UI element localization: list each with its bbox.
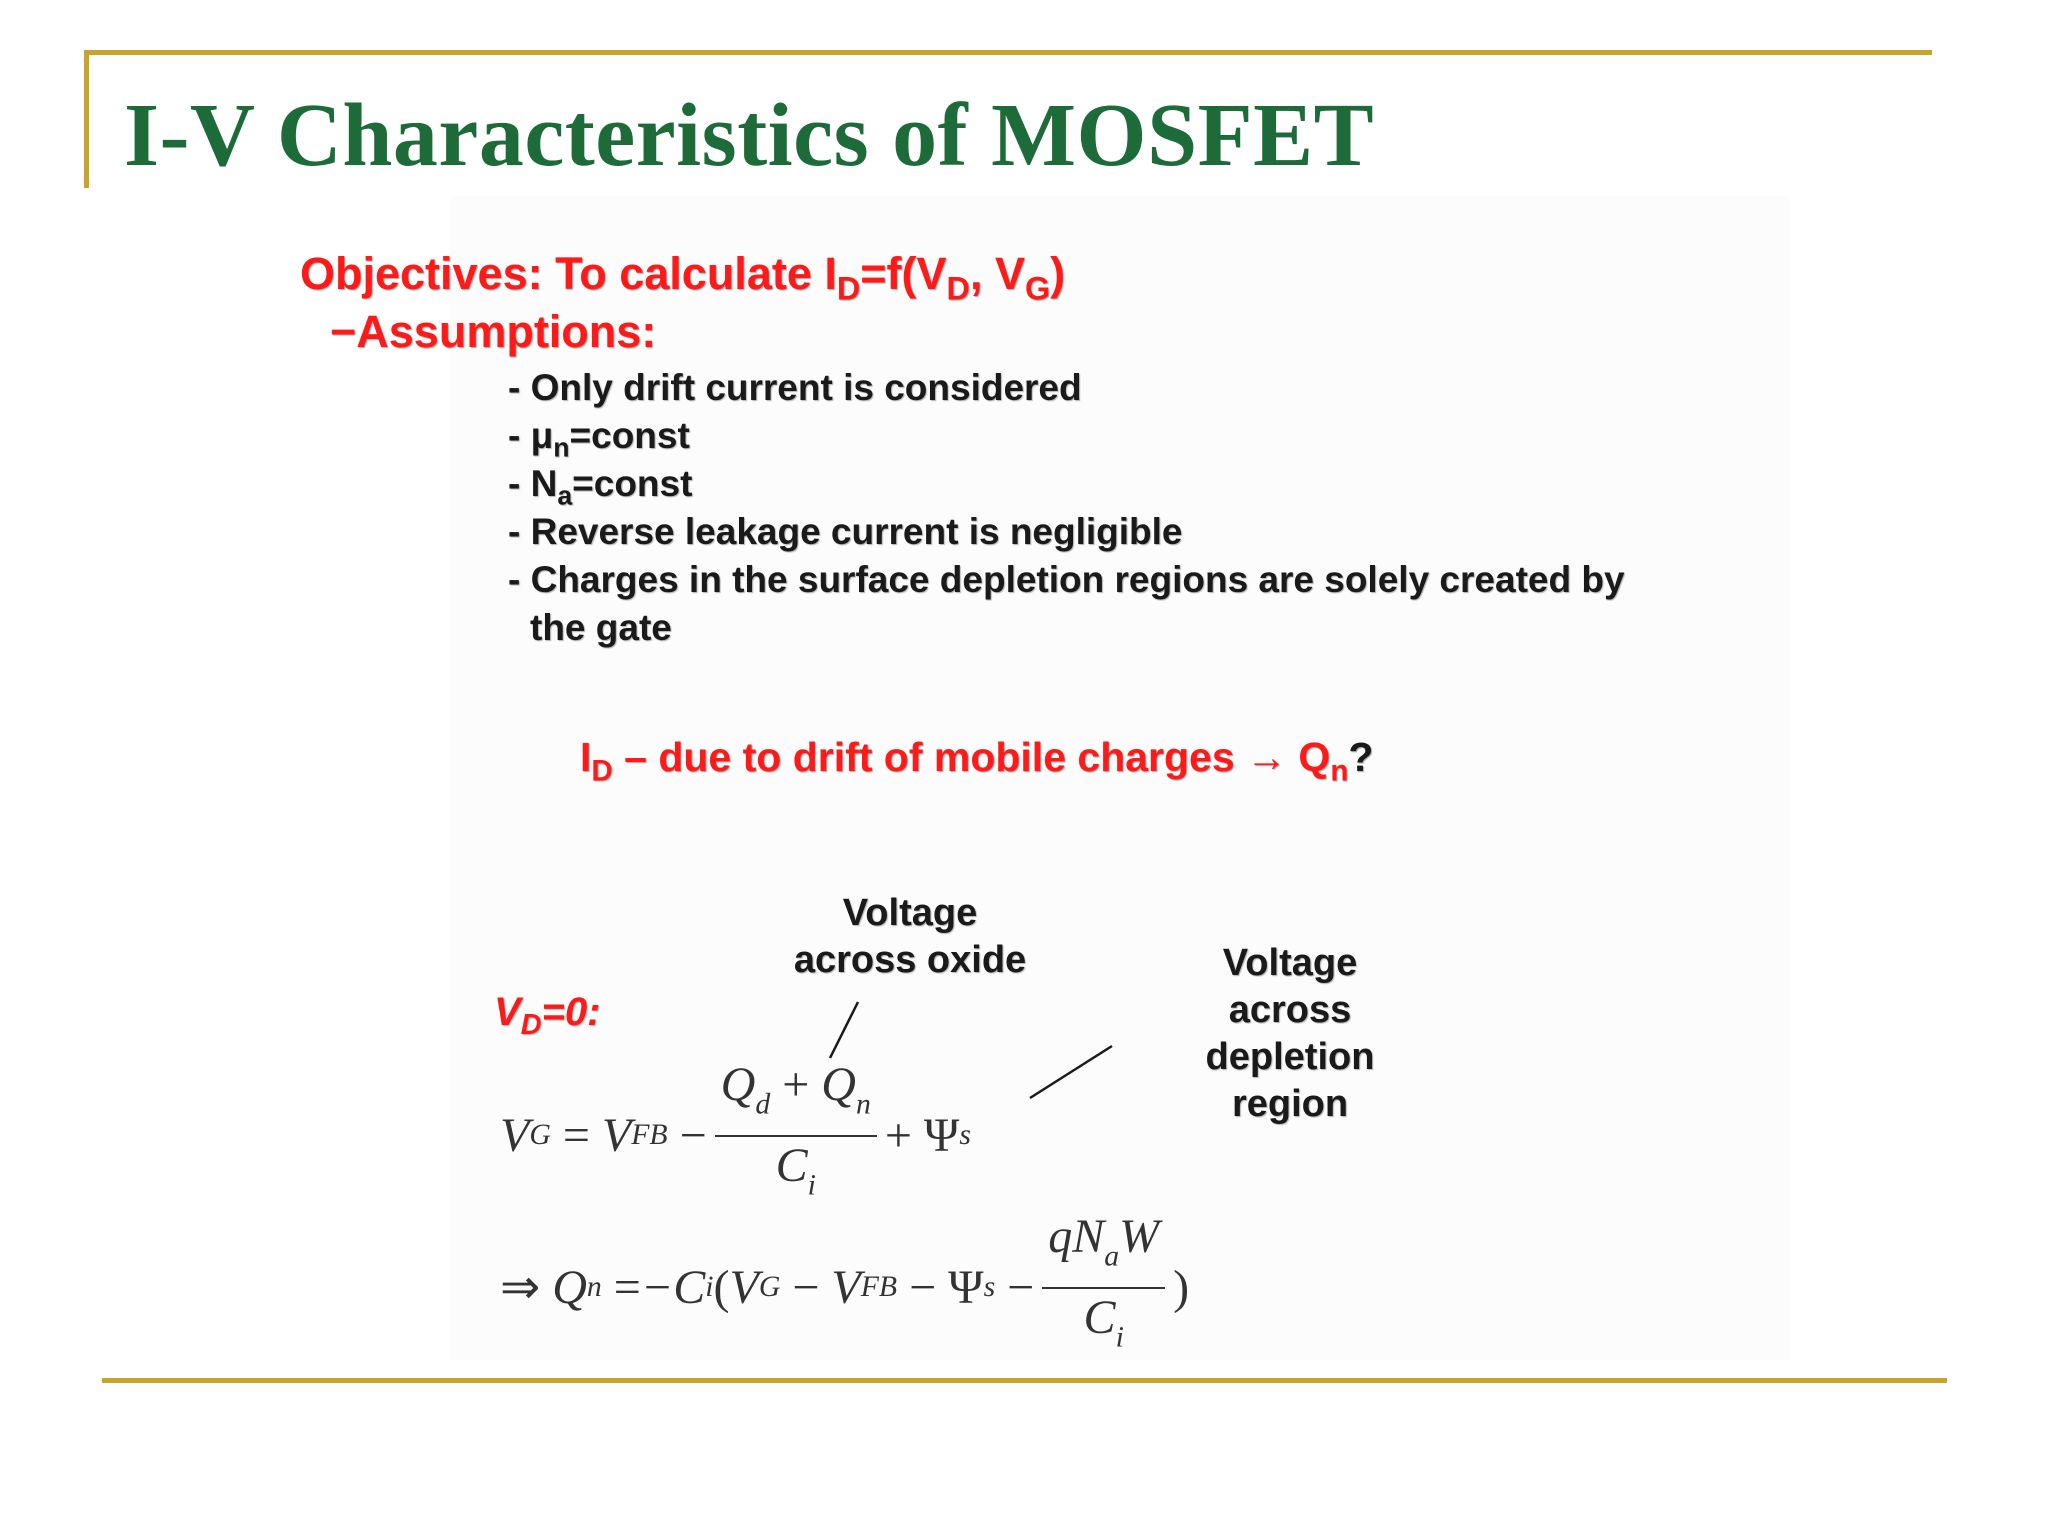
left-accent-bar (84, 50, 89, 188)
assumption-text: - N (508, 463, 558, 504)
eq-subscript: G (758, 1270, 781, 1303)
eq-symbol: Ψ (923, 1108, 960, 1162)
eq-subscript: G (529, 1118, 551, 1151)
slide-title: I-V Characteristics of MOSFET (124, 86, 1375, 185)
question-mark: ? (1348, 734, 1374, 780)
assumption-suffix: =const (572, 463, 693, 504)
objectives-close: ) (1050, 248, 1066, 299)
eq-subscript: i (705, 1270, 714, 1303)
id-subscript: D (591, 754, 613, 788)
eq-subscript: FB (631, 1118, 668, 1151)
eq-operator: − (1007, 1260, 1035, 1314)
eq-operator: + (782, 1057, 810, 1111)
assumption-text: - μ (508, 415, 554, 456)
eq-symbol: qN (1048, 1209, 1105, 1263)
mobile-charge-equation (500, 1209, 1190, 1354)
eq-symbol: C (1083, 1291, 1116, 1344)
eq-subscript: n (855, 1087, 871, 1120)
drain-current-line (580, 734, 1373, 788)
assumptions-list (508, 364, 1625, 652)
vd-rest: =0: (541, 990, 601, 1034)
eq-operator: − (679, 1108, 707, 1162)
assumption-subscript: n (553, 432, 570, 463)
assumption-suffix: =const (569, 415, 690, 456)
eq-symbol: W (1119, 1209, 1160, 1263)
eq-symbol: −C (640, 1260, 706, 1314)
objectives-line (300, 248, 1065, 307)
assumption-text: - Only drift current is considered (508, 367, 1082, 408)
eq-symbol: Q (821, 1057, 856, 1111)
fraction-denominator (776, 1137, 816, 1214)
objectives-sub-d2: D (946, 270, 970, 307)
note-voltage-across-oxide (770, 890, 1050, 984)
eq-subscript: s (983, 1270, 996, 1303)
eq-symbol: V (831, 1260, 861, 1314)
eq-subscript: FB (860, 1270, 898, 1303)
charge-fraction (715, 1056, 877, 1215)
gate-voltage-equation (500, 1057, 971, 1202)
id-symbol: I (580, 734, 592, 780)
eq-operator: − (792, 1260, 820, 1314)
vd-symbol: V (494, 990, 521, 1034)
vd-subscript: D (520, 1009, 542, 1042)
assumption-item (508, 460, 1625, 511)
eq-subscript: n (586, 1270, 602, 1303)
eq-symbol: V (729, 1260, 759, 1314)
objectives-sub-g: G (1024, 270, 1051, 307)
eq-operator: + (884, 1108, 912, 1162)
note-voltage-across-depletion (1170, 940, 1410, 1128)
eq-subscript: s (959, 1118, 971, 1151)
eq-symbol: Q (720, 1057, 756, 1111)
assumption-item (508, 364, 1625, 412)
eq-symbol: V (601, 1108, 632, 1162)
fraction-numerator (715, 1056, 877, 1137)
eq-paren: ( (713, 1260, 730, 1314)
eq-symbol: Ψ (948, 1260, 984, 1314)
note-line: across oxide (793, 939, 1027, 981)
eq-subscript: i (1115, 1320, 1124, 1354)
note-line: region (1231, 1083, 1349, 1125)
eq-subscript: d (755, 1087, 771, 1120)
assumption-text: - Charges in the surface depletion regions are solely created by (508, 559, 1625, 600)
implies-arrow: ⇒ (500, 1261, 541, 1314)
eq-subscript: a (1104, 1239, 1120, 1272)
id-text: – due to drift of mobile charges → Q (612, 734, 1331, 780)
assumption-text: - Reverse leakage current is negligible (508, 511, 1183, 552)
assumption-continuation: the gate (530, 607, 672, 648)
bottom-divider (102, 1378, 1947, 1383)
eq-paren: ) (1173, 1260, 1190, 1314)
note-line: depletion (1205, 1036, 1375, 1078)
objectives-sub-d: D (836, 270, 861, 307)
eq-subscript: i (807, 1168, 816, 1202)
fraction-denominator (1084, 1289, 1124, 1366)
objectives-prefix: Objectives: To calculate I (300, 248, 837, 299)
assumption-item (508, 556, 1625, 604)
objectives-mid: =f(V (860, 248, 947, 299)
assumption-item (508, 508, 1625, 556)
depletion-fraction (1042, 1208, 1165, 1367)
eq-operator: − (909, 1260, 937, 1314)
top-divider (84, 50, 1932, 55)
assumptions-heading: −Assumptions: (330, 306, 657, 357)
eq-operator: = (613, 1260, 641, 1314)
note-line: Voltage (1222, 942, 1358, 984)
eq-operator: = (562, 1108, 590, 1162)
note-line: Voltage (842, 892, 978, 934)
qn-subscript: n (1330, 754, 1349, 788)
objectives-comma: , V (969, 248, 1025, 299)
eq-symbol: V (500, 1108, 530, 1162)
note-line: across (1228, 989, 1352, 1031)
fraction-numerator (1042, 1208, 1165, 1289)
assumption-item (508, 412, 1625, 463)
assumption-subscript: a (557, 480, 573, 511)
eq-symbol: Q (552, 1260, 587, 1314)
vd-zero-label (494, 990, 600, 1042)
eq-symbol: C (775, 1139, 808, 1192)
